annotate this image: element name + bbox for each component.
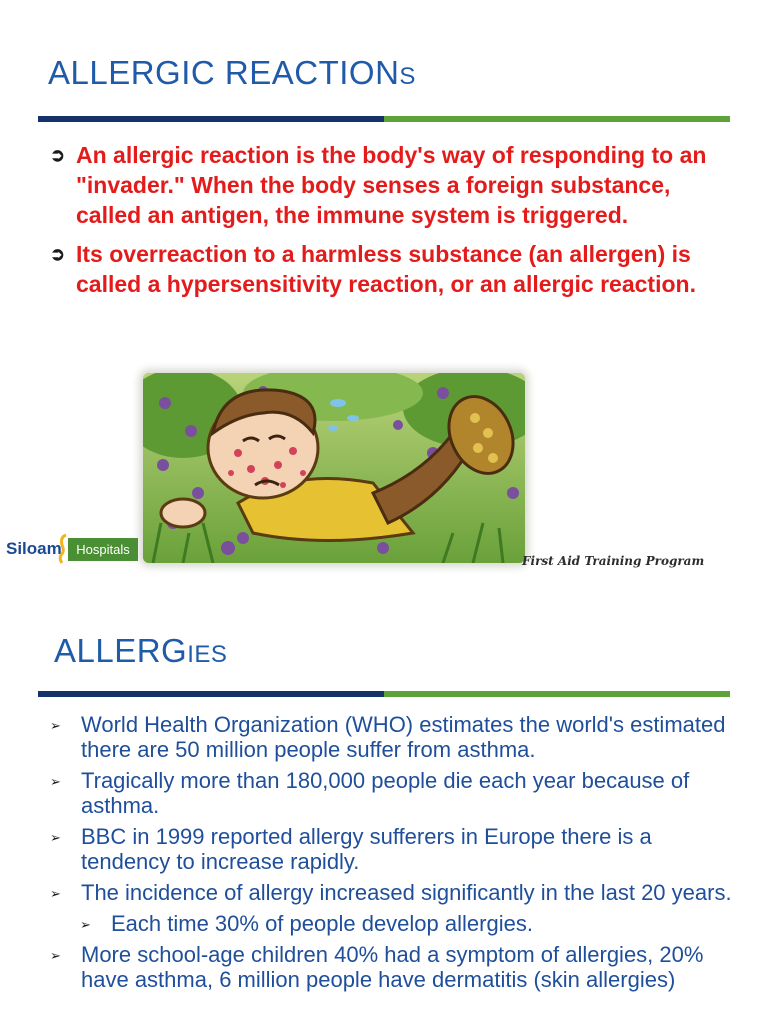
title-divider	[38, 116, 730, 122]
list-item	[46, 942, 746, 992]
arrowhead-bullet-icon: ➢	[50, 948, 61, 963]
list-item	[46, 712, 746, 762]
list-item	[46, 824, 746, 874]
slide-title-main: ALLERG	[54, 632, 188, 669]
bullet-list	[46, 712, 746, 998]
curved-arrow-bullet-icon: ➲	[50, 244, 66, 264]
divider-navy-segment	[38, 116, 384, 122]
arrowhead-bullet-icon: ➢	[50, 830, 61, 845]
slide-title-suffix: IES	[187, 641, 228, 668]
siloam-hospitals-logo	[6, 533, 134, 567]
list-item-text: Tragically more than 180,000 people die each year because of asthma.	[81, 768, 690, 818]
slide-title-suffix: S	[399, 63, 416, 90]
arrowhead-bullet-icon: ➢	[50, 718, 61, 733]
arrowhead-bullet-icon: ➢	[50, 774, 61, 789]
list-item	[46, 239, 726, 299]
arrowhead-bullet-icon: ➢	[50, 886, 61, 901]
logo-badge: Hospitals	[68, 538, 138, 561]
list-item	[46, 880, 746, 905]
list-item	[46, 768, 746, 818]
arrowhead-bullet-icon: ➢	[80, 917, 91, 932]
list-item-text: More school-age children 40% had a symptom of allergies, 20% have asthma, 6 million people have dermatitis (skin allergies)	[81, 942, 704, 992]
list-item-text: The incidence of allergy increased significantly in the last 20 years.	[81, 880, 732, 905]
divider-green-segment	[384, 691, 730, 697]
list-item-text: An allergic reaction is the body's way of responding to an "invader." When the body senses a foreign substance, called an antigen, the immune system is triggered.	[76, 142, 707, 228]
logo-name: Siloam	[6, 539, 62, 558]
title-divider	[38, 691, 730, 697]
list-item-text: BBC in 1999 reported allergy sufferers in Europe there is a tendency to increase rapidly.	[81, 824, 652, 874]
list-item-text: Each time 30% of people develop allergies.	[111, 911, 533, 936]
divider-green-segment	[384, 116, 730, 122]
allergic-boy-illustration	[143, 373, 525, 563]
slide-title-main: ALLERGIC REACTION	[48, 54, 400, 91]
slide-title	[54, 632, 227, 670]
curved-arrow-bullet-icon: ➲	[50, 145, 66, 165]
footer-note: First Aid Training Program	[522, 554, 705, 568]
slide-title	[48, 54, 416, 92]
bullet-list	[46, 140, 726, 308]
cartoon-boy-in-grass-image	[143, 373, 525, 563]
list-item-text: Its overreaction to a harmless substance (an allergen) is called a hypersensitivity reaction, or an allergic reaction.	[76, 241, 696, 297]
slide-allergies	[0, 600, 768, 1024]
list-item	[46, 140, 726, 230]
sub-list-item	[46, 911, 746, 936]
divider-navy-segment	[38, 691, 384, 697]
list-item-text: World Health Organization (WHO) estimates the world's estimated there are 50 million people suffer from asthma.	[81, 712, 726, 762]
logo-mark-icon	[58, 533, 68, 565]
